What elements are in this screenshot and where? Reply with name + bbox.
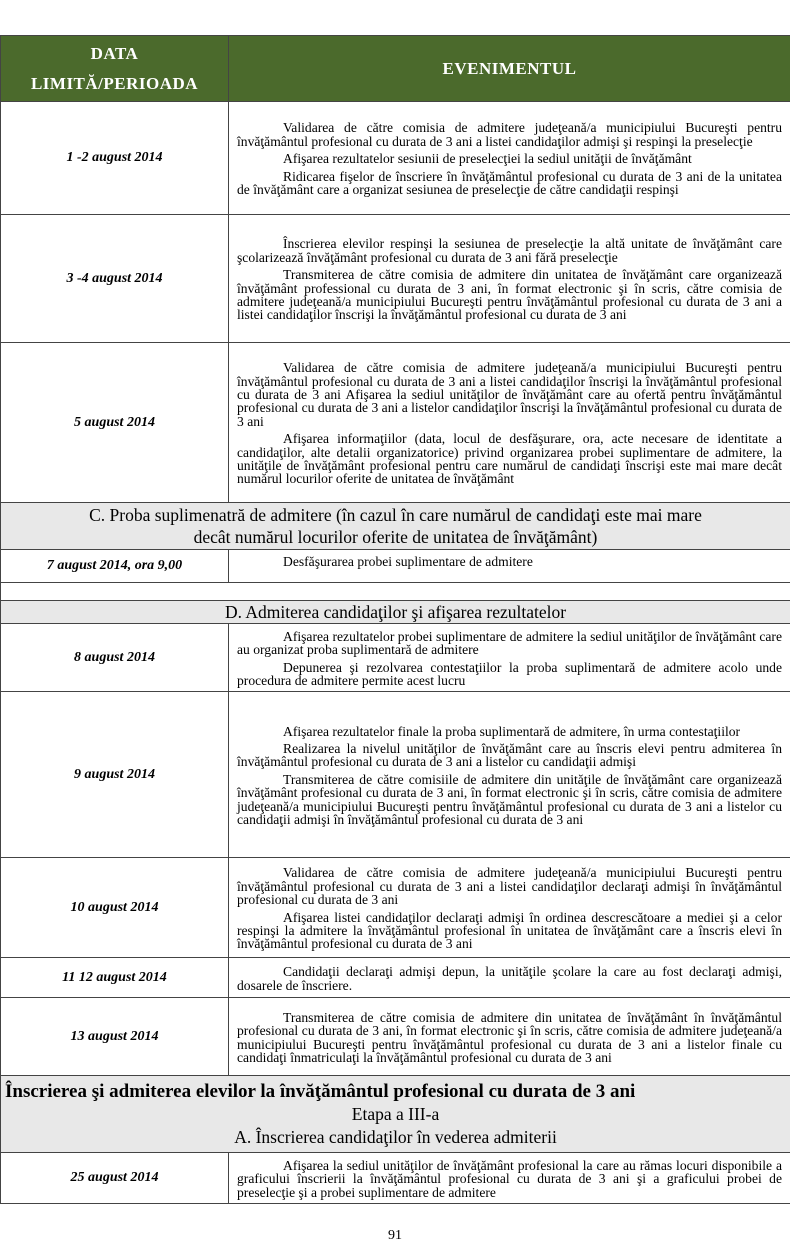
table-row — [1, 958, 790, 998]
row-events: Validarea de către comisia de admitere judeţeană/a municipiului Bucureşti pentru învăţământul profesional cu durata de 3 ani a listei candidaţilor admişi şi respinşi la preselecţie Afişarea rezultatelor sesiunii de preselecţiei la sediul unităţii de învăţământ Ridicarea fişelor de înscriere în învăţământul profesional cu durata de 3 ani de la unitatea de învăţământ care a organizat sesiunea de preselecţie de către candidaţii respinşi — [229, 102, 790, 215]
row-date: 1 -2 august 2014 — [1, 102, 229, 215]
header-date: DATA LIMITĂ/PERIOADA — [1, 36, 229, 102]
table-row — [1, 858, 790, 958]
row-date: 10 august 2014 — [1, 858, 229, 958]
table-row — [1, 1153, 790, 1204]
row-date: 5 august 2014 — [1, 343, 229, 503]
spacer-row — [1, 583, 790, 601]
row-events: Transmiterea de către comisia de admitere din unitatea de învăţământ în învăţământul profesional cu durata de 3 ani, în format electronic şi în scris, către comisia de admitere judeţeană/a municipiului Bucureşti pentru învăţământul profesional cu durata de 3 ani a listelor finale cu candidaţi înmatriculaţi la învăţământul profesional cu durata de 3 ani — [229, 998, 790, 1076]
row-date: 11 12 august 2014 — [1, 958, 229, 998]
row-events: Afişarea rezultatelor finale la proba suplimentară de admitere, în urma contestaţiilor Realizarea la nivelul unităţilor de învăţământ care au înscris elevi pentru admiterea în învăţământul profesional cu durata de 3 ani a listelor cu candidaţii admişi Transmiterea de către comisiile de admitere din unităţile de învăţământ care organizează învăţământ profesional cu durata de 3 ani, în format electronic şi în scris, către comisia de admitere judeţeană/a municipiului Bucureşti pentru învăţământul profesional cu durata de 3 ani a listelor cu candidaţii admişi în învăţământul profesional cu durata de 3 ani — [229, 692, 790, 858]
page-number: 91 — [388, 1228, 402, 1243]
row-date: 13 august 2014 — [1, 998, 229, 1076]
row-events: Afişarea rezultatelor probei suplimentare de admitere la sediul unităţilor de învăţământ care au organizat proba suplimentară de admitere Depunerea şi rezolvarea contestaţiilor la proba suplimentară de admitere acolo unde procedura de admitere permite acest lucru — [229, 624, 790, 692]
table-row — [1, 998, 790, 1076]
stage3-heading: Înscrierea şi admiterea elevilor la învăţământul profesional cu durata de 3 ani Etapa a III-a A. Înscrierea candidaţilor în vederea admiterii — [1, 1076, 790, 1153]
document-page — [0, 35, 790, 1204]
header-event: EVENIMENTUL — [229, 36, 790, 102]
row-events: Candidaţii declaraţi admişi depun, la unităţile şcolare la care au fost declaraţi admişi, dosarele de înscriere. — [229, 958, 790, 998]
row-date: 7 august 2014, ora 9,00 — [1, 550, 229, 583]
table-row — [1, 624, 790, 692]
row-events: Înscrierea elevilor respinşi la sesiunea de preselecţie la altă unitate de învăţământ care şcolarizează învăţământ profesional cu durata de 3 ani fără preselecţie Transmiterea de către comisia de admitere din unitatea de învăţământ care organizează învăţământ professional cu durata de 3 ani, în format electronic şi în scris, către comisia de admitere judeţeană/a municipiului Bucureşti pentru învăţământul profesional cu durata de 3 ani a listei candidaţilor înscrişi la învăţământul profesional cu durata de 3 ani — [229, 215, 790, 343]
row-events: Afişarea la sediul unităţilor de învăţământ profesional la care au rămas locuri disponibile a graficului înscrierii la învăţământul profesional cu durata de 3 ani şi a graficului probei de preselecţie şi a probei suplimentare de admitere — [229, 1153, 790, 1204]
table-header — [1, 36, 790, 102]
row-date: 9 august 2014 — [1, 692, 229, 858]
schedule-table — [0, 35, 790, 1204]
row-events: Validarea de către comisia de admitere judeţeană/a municipiului Bucureşti pentru învăţământul profesional cu durata de 3 ani a listei candidaţilor înscrişi la învăţământul profesional cu durata de 3 ani Afişarea la sediul unităţilor de învăţământ care au ofertă pentru învăţământul profesional cu durata de 3 ani a listelor candidaţilor înscrişi la învăţământul profesional cu durata de 3 ani Afişarea informaţiilor (data, locul de desfăşurare, ora, acte necesare de identitate a candidaţilor, alte detalii organizatorice) privind organizarea probei suplimentare de admitere, la unităţile de învăţământ profesional pentru care numărul de candidaţi înscrişi este mai mare decât numărul locurilor oferite de unitatea de învăţământ — [229, 343, 790, 503]
table-row — [1, 692, 790, 858]
table-row — [1, 550, 790, 583]
section-c-heading: C. Proba suplimenatră de admitere (în cazul în care numărul de candidaţi este mai mare decât numărul locurilor oferite de unitatea de învăţământ) — [1, 503, 790, 550]
row-date: 8 august 2014 — [1, 624, 229, 692]
table-row — [1, 215, 790, 343]
table-row — [1, 102, 790, 215]
section-d-heading: D. Admiterea candidaţilor şi afişarea rezultatelor — [1, 601, 790, 624]
row-events: Desfăşurarea probei suplimentare de admitere — [229, 550, 790, 583]
row-events: Validarea de către comisia de admitere judeţeană/a municipiului Bucureşti pentru învăţământul profesional cu durata de 3 ani a listei candidaţilor declaraţi admişi în învăţământul profesional cu durata de 3 ani Afişarea listei candidaţilor declaraţi admişi în ordinea descrescătoare a mediei şi a celor respinşi la admitere la învăţământul profesional în unitatea de învăţământ care a înscris elevi în învăţământul profesional cu durata de 3 ani — [229, 858, 790, 958]
row-date: 3 -4 august 2014 — [1, 215, 229, 343]
row-date: 25 august 2014 — [1, 1153, 229, 1204]
table-row — [1, 343, 790, 503]
